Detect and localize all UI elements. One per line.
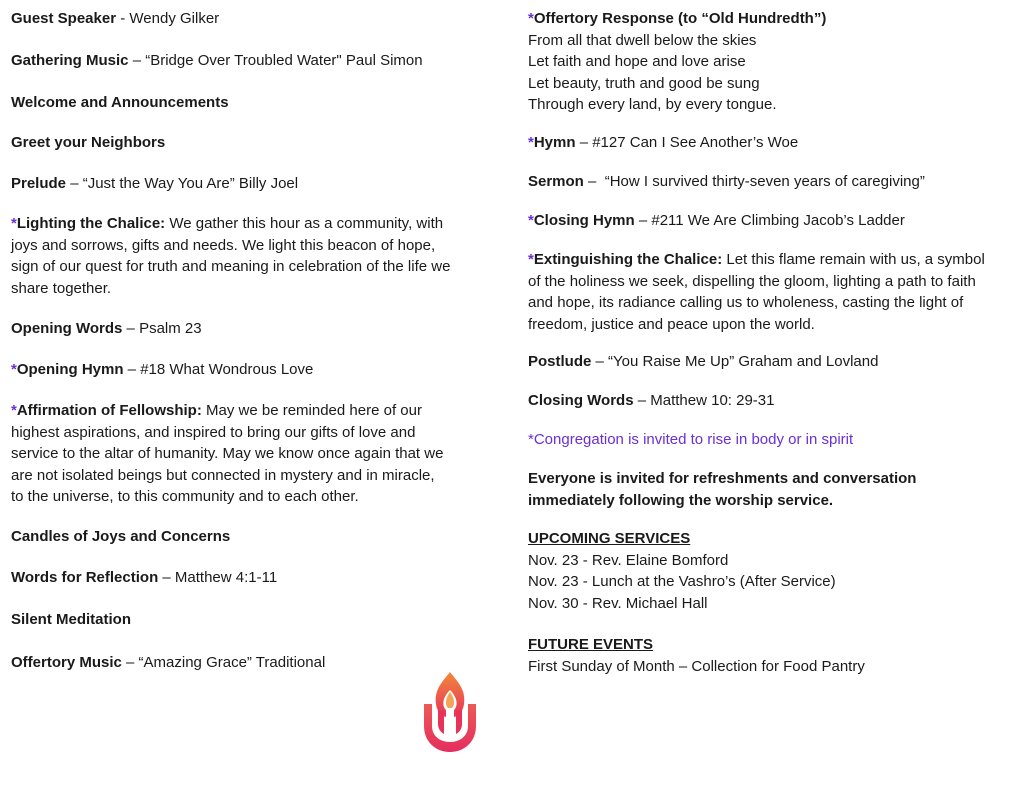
prelude-line: Prelude – “Just the Way You Are” Billy Joel [11, 175, 299, 192]
future-event-item: First Sunday of Month – Collection for Food Pantry [528, 657, 865, 675]
upcoming-service-item: Nov. 23 - Rev. Elaine Bomford [528, 551, 729, 569]
opening-hymn-line: *Opening Hymn – #18 What Wondrous Love [11, 361, 314, 378]
offertory-response-line: From all that dwell below the skies [528, 31, 757, 49]
guest-speaker-line: Guest Speaker - Wendy Gilker [11, 10, 220, 27]
postlude-line: Postlude – “You Raise Me Up” Graham and Lovland [528, 353, 879, 370]
welcome-line: Welcome and Announcements [11, 94, 229, 111]
hymn-line: *Hymn – #127 Can I See Another’s Woe [528, 134, 799, 151]
upcoming-services-heading: UPCOMING SERVICES [528, 530, 691, 547]
gathering-music-line: Gathering Music – “Bridge Over Troubled Water" Paul Simon [11, 52, 423, 69]
closing-words-line: Closing Words – Matthew 10: 29-31 [528, 392, 775, 409]
future-events-section [528, 634, 998, 677]
extinguishing-chalice-paragraph: *Extinguishing the Chalice: Let this flame remain with us, a symbol of the holiness we seek, dispelling the gloom, lighting a path to faith and hope, its radiance calling us to wholeness, casting the light of freedom, justice and peace upon the world. [528, 251, 985, 333]
lighting-chalice-paragraph: *Lighting the Chalice: We gather this hour as a community, with joys and sorrows, gifts and needs. We light this beacon of hope, sign of our quest for truth and meaning in celebration of the life we share together. [11, 215, 451, 297]
candles-line: Candles of Joys and Concerns [11, 528, 231, 545]
greet-line: Greet your Neighbors [11, 134, 166, 151]
offertory-response-line: Let faith and hope and love arise [528, 53, 746, 70]
offertory-response-line: Let beauty, truth and good be sung [528, 74, 760, 92]
silent-meditation-line: Silent Meditation [11, 611, 131, 628]
chalice-cup-icon [424, 704, 476, 752]
upcoming-services-section [528, 528, 998, 614]
flaming-chalice-logo [420, 670, 480, 755]
offertory-response-block [528, 8, 998, 116]
refreshments-note: Everyone is invited for refreshments and conversation immediately following the worship service. [528, 470, 917, 509]
upcoming-service-item: Nov. 23 - Lunch at the Vashro’s (After Service) [528, 573, 836, 590]
offertory-music-line: Offertory Music – “Amazing Grace” Traditional [11, 654, 326, 671]
offertory-response-line: Through every land, by every tongue. [528, 96, 777, 113]
upcoming-service-item: Nov. 30 - Rev. Michael Hall [528, 594, 708, 612]
closing-hymn-line: *Closing Hymn – #211 We Are Climbing Jacob’s Ladder [528, 212, 905, 229]
words-reflection-line: Words for Reflection – Matthew 4:1-11 [11, 569, 278, 586]
sermon-line: Sermon – “How I survived thirty-seven years of caregiving” [528, 173, 925, 190]
congregation-note: *Congregation is invited to rise in body or in spirit [528, 431, 854, 448]
opening-words-line: Opening Words – Psalm 23 [11, 320, 202, 337]
offertory-response-title: *Offertory Response (to “Old Hundredth”) [528, 10, 827, 27]
affirmation-paragraph: *Affirmation of Fellowship: May we be reminded here of our highest aspirations, and inspired to bring our gifts of love and service to the altar of humanity. May we know once again that we are not isolated beings but connected in mystery and in miracle, to the universe, to this community and to each other. [11, 402, 444, 505]
future-events-heading: FUTURE EVENTS [528, 636, 654, 653]
